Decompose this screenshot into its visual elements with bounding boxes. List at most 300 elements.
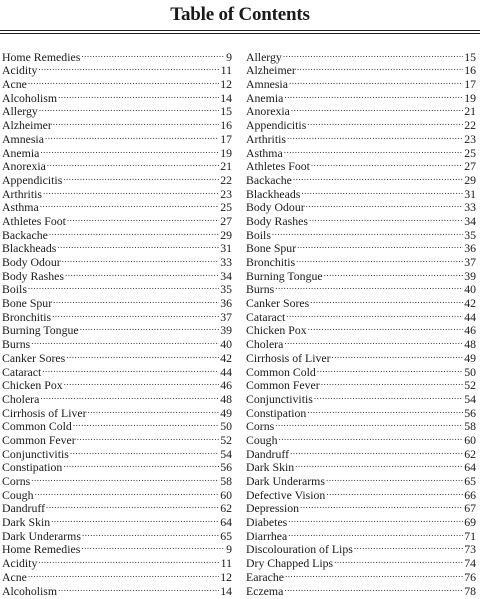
dot-leader: [28, 74, 219, 88]
toc-entry[interactable]: [2, 553, 232, 571]
toc-entry[interactable]: [2, 61, 232, 78]
toc-entry-title: Dark Underarms: [246, 474, 325, 488]
toc-entry-page: 22: [464, 118, 476, 133]
toc-entry-title: Chicken Pox: [246, 323, 307, 338]
toc-entry[interactable]: [246, 499, 476, 516]
toc-entry-title: Diabetes: [246, 515, 288, 530]
toc-entry-page: 74: [464, 556, 476, 571]
toc-entry-title: Backache: [246, 172, 292, 187]
toc-entry[interactable]: [2, 417, 232, 434]
dot-leader: [297, 61, 463, 75]
toc-entry[interactable]: [2, 47, 232, 64]
dot-leader: [297, 239, 463, 253]
toc-entry[interactable]: [246, 376, 476, 393]
dot-leader: [38, 61, 219, 75]
dot-leader: [272, 225, 463, 239]
toc-entry[interactable]: [246, 512, 476, 530]
toc-entry-page: 76: [464, 569, 476, 584]
toc-entry-title: Alcoholism: [2, 90, 58, 105]
toc-entry-page: 56: [220, 460, 232, 475]
dot-leader: [81, 540, 225, 554]
toc-entry-page: 64: [220, 515, 232, 530]
toc-entry-page: 39: [464, 268, 476, 283]
dot-leader: [334, 553, 463, 567]
dot-leader: [34, 485, 219, 499]
dot-leader: [65, 266, 219, 280]
toc-entry[interactable]: [2, 211, 232, 228]
toc-entry[interactable]: [246, 540, 476, 557]
toc-entry-page: 23: [220, 186, 232, 201]
dot-leader: [288, 526, 463, 540]
toc-entry-title: Anorexia: [2, 159, 46, 174]
toc-entry-page: 73: [464, 542, 476, 557]
toc-entry-title: Constipation: [246, 405, 307, 420]
toc-entry-page: 17: [464, 77, 476, 92]
toc-entry-title: Blackheads: [2, 241, 57, 256]
toc-entry-title: Bone Spur: [246, 241, 297, 256]
toc-entry-title: Appendicitis: [246, 118, 307, 133]
toc-entry[interactable]: [246, 553, 476, 571]
page-title: Table of Contents: [170, 4, 310, 25]
toc-entry-title: Backache: [2, 227, 48, 242]
toc-entry-page: 21: [464, 104, 476, 119]
toc-entry-page: 54: [220, 446, 232, 461]
toc-entry-title: Cirrhosis of Liver: [246, 350, 331, 365]
toc-entry[interactable]: [2, 567, 232, 584]
toc-entry-title: Dandruff: [246, 446, 290, 461]
toc-entry-title: Body Rashes: [246, 213, 308, 228]
toc-entry[interactable]: [246, 444, 476, 461]
dot-leader: [77, 430, 219, 444]
toc-entry-page: 64: [464, 460, 476, 475]
title-rule-bottom: [0, 33, 480, 34]
toc-entry[interactable]: [246, 458, 476, 475]
toc-entry[interactable]: [246, 157, 476, 174]
toc-entry[interactable]: [246, 321, 476, 338]
toc-entry-title: Earache: [246, 569, 284, 584]
toc-entry-title: Common Cold: [246, 364, 316, 379]
toc-entry-page: 44: [464, 309, 476, 324]
toc-entry-page: 19: [220, 145, 232, 160]
toc-entry[interactable]: [246, 198, 476, 215]
dot-leader: [284, 143, 464, 157]
dot-leader: [73, 417, 219, 431]
toc-entry[interactable]: [246, 526, 476, 543]
toc-entry-title: Athletes Foot: [2, 213, 66, 228]
toc-entry[interactable]: [2, 526, 232, 543]
dot-leader: [40, 389, 219, 403]
toc-entry-page: 37: [464, 255, 476, 269]
dot-leader: [31, 471, 219, 485]
toc-entry[interactable]: [246, 88, 476, 105]
toc-entry-page: 15: [464, 49, 476, 64]
toc-entry-title: Canker Sores: [246, 296, 310, 311]
toc-entry-page: 33: [220, 255, 232, 269]
toc-entry[interactable]: [246, 129, 476, 146]
dot-leader: [88, 403, 220, 417]
dot-leader: [62, 252, 220, 266]
toc-entry-page: 78: [464, 583, 476, 598]
toc-entry-page: 25: [220, 200, 232, 215]
toc-entry-title: Body Rashes: [2, 268, 64, 283]
toc-entry-title: Blackheads: [246, 186, 301, 201]
toc-entry[interactable]: [2, 266, 232, 283]
dot-leader: [43, 184, 219, 198]
dot-leader: [39, 102, 219, 116]
toc-entry[interactable]: [2, 458, 232, 475]
dot-leader: [306, 198, 464, 212]
toc-entry-page: 11: [220, 63, 232, 78]
toc-entry-title: Conjunctivitis: [2, 446, 69, 461]
title-rule-top: [0, 30, 480, 31]
toc-entry[interactable]: [2, 512, 232, 530]
dot-leader: [307, 115, 463, 129]
dot-leader: [311, 157, 463, 171]
toc-entry-title: Anorexia: [246, 104, 290, 119]
toc-entry-page: 62: [220, 501, 232, 516]
dot-leader: [63, 458, 219, 472]
toc-entry[interactable]: [2, 430, 232, 447]
toc-entry-page: 29: [220, 227, 232, 242]
toc-entry-page: 27: [220, 213, 232, 228]
toc-entry-page: 17: [220, 131, 232, 146]
toc-entry[interactable]: [2, 376, 232, 393]
toc-entry[interactable]: [246, 348, 476, 365]
toc-entry-title: Boils: [246, 227, 271, 242]
dot-leader: [31, 334, 219, 348]
dot-leader: [332, 348, 464, 362]
dot-leader: [293, 170, 463, 184]
toc-entry[interactable]: [246, 225, 476, 242]
toc-entry-title: Alzheimer: [246, 63, 296, 78]
dot-leader: [326, 471, 463, 485]
toc-entry-page: 42: [464, 296, 476, 311]
toc-entry-title: Cholera: [2, 391, 40, 406]
dot-leader: [278, 430, 463, 444]
toc-entry[interactable]: [246, 293, 476, 311]
toc-entry-page: 21: [220, 159, 232, 174]
toc-entry-page: 52: [464, 378, 476, 393]
toc-entry-page: 54: [464, 391, 476, 406]
dot-leader: [288, 512, 463, 526]
toc-entry-page: 34: [220, 268, 232, 283]
dot-leader: [326, 485, 463, 499]
toc-entry-page: 14: [220, 90, 232, 105]
dot-leader: [291, 102, 463, 116]
toc-entry-page: 19: [464, 90, 476, 105]
toc-entry[interactable]: [246, 47, 476, 64]
toc-entry-page: 35: [220, 282, 232, 297]
dot-leader: [354, 540, 463, 554]
toc-entry[interactable]: [2, 88, 232, 105]
toc-entry-title: Body Odour: [2, 255, 61, 269]
toc-entry-title: Common Cold: [2, 419, 72, 434]
dot-leader: [58, 581, 219, 595]
toc-entry-title: Arthritis: [2, 186, 42, 201]
toc-entry[interactable]: [246, 485, 476, 502]
toc-entry-title: Bronchitis: [2, 309, 52, 324]
toc-entry-title: Athletes Foot: [246, 159, 310, 174]
dot-leader: [63, 170, 219, 184]
dot-leader: [321, 376, 463, 390]
toc-entry-page: 46: [464, 323, 476, 338]
toc-entry[interactable]: [246, 252, 476, 269]
toc-entry[interactable]: [2, 321, 232, 338]
toc-entry-page: 48: [464, 337, 476, 352]
toc-entry[interactable]: [2, 129, 232, 146]
toc-entry[interactable]: [246, 334, 476, 352]
toc-entry-title: Body Odour: [246, 200, 305, 215]
toc-entry-page: 49: [220, 405, 232, 420]
toc-entry-title: Defective Vision: [246, 487, 326, 502]
toc-entry-title: Cough: [2, 487, 34, 502]
toc-entry[interactable]: [2, 581, 232, 598]
toc-entry-page: 9: [226, 542, 232, 557]
toc-entry[interactable]: [246, 170, 476, 187]
toc-entry[interactable]: [2, 348, 232, 365]
toc-entry-page: 65: [220, 528, 232, 543]
dot-leader: [53, 115, 219, 129]
toc-entry-page: 31: [464, 186, 476, 201]
toc-entry[interactable]: [2, 307, 232, 324]
toc-entry-title: Diarrhea: [246, 528, 288, 543]
toc-entry[interactable]: [2, 389, 232, 406]
toc-entry[interactable]: [2, 74, 232, 92]
toc-entry-title: Depression: [246, 501, 300, 516]
toc-entry-page: 12: [220, 77, 232, 92]
dot-leader: [284, 334, 463, 348]
toc-entry[interactable]: [2, 280, 232, 297]
dot-leader: [58, 88, 219, 102]
toc-entry-page: 36: [220, 296, 232, 311]
toc-entry[interactable]: [2, 115, 232, 133]
toc-entry-title: Acidity: [2, 556, 38, 571]
dot-leader: [284, 581, 463, 595]
toc-entry-title: Corns: [2, 474, 31, 488]
toc-entry-page: 50: [464, 364, 476, 379]
dot-leader: [66, 348, 219, 362]
dot-leader: [301, 184, 463, 198]
toc-entry[interactable]: [2, 157, 232, 174]
toc-entry-title: Dandruff: [2, 501, 46, 516]
toc-entry[interactable]: [246, 115, 476, 133]
toc-entry-title: Amnesia: [2, 131, 44, 146]
toc-entry-page: 22: [220, 172, 232, 187]
dot-leader: [285, 567, 463, 581]
toc-entry-title: Cough: [246, 432, 278, 447]
toc-entry[interactable]: [246, 211, 476, 228]
toc-entry-title: Canker Sores: [2, 350, 66, 365]
dot-leader: [45, 129, 219, 143]
toc-entry-title: Burns: [2, 337, 31, 352]
toc-entry-title: Acne: [2, 569, 27, 584]
dot-leader: [309, 211, 463, 225]
toc-entry-page: 50: [220, 419, 232, 434]
toc-entry-page: 40: [220, 337, 232, 352]
toc-entry-page: 34: [464, 213, 476, 228]
toc-entry-title: Dry Chapped Lips: [246, 556, 334, 571]
dot-leader: [40, 143, 219, 157]
toc-entry[interactable]: [2, 334, 232, 352]
dot-leader: [49, 225, 219, 239]
toc-entry-title: Eczema: [246, 583, 284, 598]
toc-entry[interactable]: [2, 471, 232, 488]
toc-entry-page: 36: [464, 241, 476, 256]
toc-entry[interactable]: [246, 567, 476, 584]
toc-entry-page: 58: [220, 474, 232, 488]
toc-entry-page: 58: [464, 419, 476, 434]
dot-leader: [64, 376, 220, 390]
toc-entry[interactable]: [246, 417, 476, 434]
toc-entry-title: Allergy: [246, 49, 282, 64]
toc-entry-title: Asthma: [246, 145, 283, 160]
dot-leader: [52, 307, 219, 321]
dot-leader: [47, 157, 219, 171]
toc-entry[interactable]: [246, 280, 476, 297]
toc-entry-title: Corns: [246, 419, 275, 434]
toc-entry-title: Acidity: [2, 63, 38, 78]
toc-entry-page: 25: [464, 145, 476, 160]
toc-entry-page: 56: [464, 405, 476, 420]
toc-entry[interactable]: [2, 485, 232, 502]
toc-entry-title: Dark Underarms: [2, 528, 81, 543]
dot-leader: [324, 266, 464, 280]
toc-entry[interactable]: [246, 266, 476, 283]
toc-entry-title: Alcoholism: [2, 583, 58, 598]
toc-entry-page: 65: [464, 474, 476, 488]
toc-entry-page: 49: [464, 350, 476, 365]
toc-entry-title: Appendicitis: [2, 172, 63, 187]
toc-entry[interactable]: [2, 540, 232, 557]
toc-entry-title: Home Remedies: [2, 49, 81, 64]
toc-column-right: [246, 47, 476, 598]
toc-entry[interactable]: [246, 471, 476, 488]
toc-entry-title: Dark Skin: [2, 515, 51, 530]
toc-entry-page: 40: [464, 282, 476, 297]
dot-leader: [289, 74, 463, 88]
dot-leader: [67, 211, 219, 225]
toc-entry-title: Anemia: [2, 145, 40, 160]
toc-entry-page: 14: [220, 583, 232, 598]
dot-leader: [80, 321, 220, 335]
toc-entry-title: Cataract: [2, 364, 42, 379]
toc-entry[interactable]: [246, 61, 476, 78]
toc-entry-page: 46: [220, 378, 232, 393]
dot-leader: [40, 198, 220, 212]
toc-entry-page: 52: [220, 432, 232, 447]
toc-entry-title: Cholera: [246, 337, 284, 352]
dot-leader: [275, 280, 463, 294]
toc-entry-page: 35: [464, 227, 476, 242]
dot-leader: [283, 47, 463, 61]
toc-entry-title: Home Remedies: [2, 542, 81, 557]
dot-leader: [286, 307, 463, 321]
toc-entry-page: 60: [220, 487, 232, 502]
toc-entry-page: 27: [464, 159, 476, 174]
toc-entry-page: 15: [220, 104, 232, 119]
dot-leader: [28, 567, 219, 581]
toc-entry-title: Bronchitis: [246, 255, 296, 269]
dot-leader: [28, 280, 219, 294]
dot-leader: [310, 293, 463, 307]
dot-leader: [57, 239, 219, 253]
toc-entry-page: 31: [220, 241, 232, 256]
dot-leader: [308, 321, 464, 335]
dot-leader: [287, 129, 463, 143]
toc-entry-page: 69: [464, 515, 476, 530]
dot-leader: [314, 389, 463, 403]
toc-entry[interactable]: [246, 102, 476, 119]
dot-leader: [290, 444, 463, 458]
toc-entry[interactable]: [246, 74, 476, 92]
toc-entry-page: 42: [220, 350, 232, 365]
toc-entry-page: 12: [220, 569, 232, 584]
toc-entry[interactable]: [2, 499, 232, 516]
dot-leader: [317, 362, 463, 376]
toc-entry-page: 23: [464, 131, 476, 146]
dot-leader: [284, 88, 463, 102]
toc-entry-title: Discolouration of Lips: [246, 542, 353, 557]
toc-entry-title: Common Fever: [2, 432, 76, 447]
dot-leader: [307, 403, 463, 417]
toc-entry-title: Chicken Pox: [2, 378, 63, 393]
toc-entry[interactable]: [2, 170, 232, 187]
dot-leader: [82, 526, 219, 540]
toc-entry[interactable]: [2, 102, 232, 119]
toc-entry-title: Alzheimer: [2, 118, 52, 133]
toc-entry-title: Cataract: [246, 309, 286, 324]
toc-column-left: [2, 47, 232, 598]
toc-entry-title: Dark Skin: [246, 460, 295, 475]
dot-leader: [53, 293, 219, 307]
dot-leader: [38, 553, 219, 567]
toc-entry-page: 44: [220, 364, 232, 379]
dot-leader: [51, 512, 219, 526]
dot-leader: [70, 444, 219, 458]
toc-entry[interactable]: [246, 239, 476, 256]
dot-leader: [300, 499, 463, 513]
toc-entry[interactable]: [246, 389, 476, 406]
toc-entry-page: 16: [220, 118, 232, 133]
toc-entry-title: Burning Tongue: [246, 268, 323, 283]
dot-leader: [46, 499, 219, 513]
toc-entry-title: Anemia: [246, 90, 284, 105]
toc-entry-title: Conjunctivitis: [246, 391, 313, 406]
toc-entry-page: 60: [464, 432, 476, 447]
toc-entry[interactable]: [246, 430, 476, 447]
toc-entry-title: Burns: [246, 282, 275, 297]
toc-entry[interactable]: [2, 239, 232, 256]
toc-entry-page: 71: [464, 528, 476, 543]
toc-entry-page: 9: [226, 49, 232, 64]
dot-leader: [42, 362, 219, 376]
toc-entry-page: 48: [220, 391, 232, 406]
toc-entry-page: 16: [464, 63, 476, 78]
toc-entry[interactable]: [246, 307, 476, 324]
toc-entry-page: 67: [464, 501, 476, 516]
toc-entry[interactable]: [2, 293, 232, 311]
toc-entry-title: Cirrhosis of Liver: [2, 405, 87, 420]
toc-entry-page: 33: [464, 200, 476, 215]
toc-entry-page: 11: [220, 556, 232, 571]
toc-entry-page: 66: [464, 487, 476, 502]
toc-entry-page: 39: [220, 323, 232, 338]
toc-entry-title: Boils: [2, 282, 27, 297]
toc-entry[interactable]: [2, 252, 232, 269]
dot-leader: [296, 252, 463, 266]
toc-entry[interactable]: [2, 198, 232, 215]
toc-entry-title: Bone Spur: [2, 296, 53, 311]
